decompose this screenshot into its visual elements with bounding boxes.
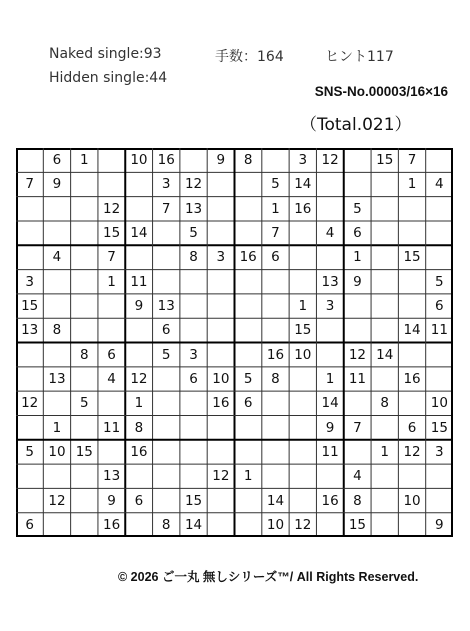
sudoku-cell[interactable] — [125, 513, 152, 537]
sudoku-cell[interactable]: 9 — [435, 516, 444, 533]
sudoku-cell[interactable]: 12 — [103, 200, 121, 217]
sudoku-cell[interactable] — [43, 464, 70, 488]
sudoku-cell[interactable]: 15 — [403, 249, 421, 266]
sudoku-cell[interactable]: 16 — [321, 492, 339, 509]
sudoku-cell[interactable] — [71, 245, 98, 269]
sudoku-cell[interactable]: 14 — [376, 346, 394, 363]
sudoku-cell[interactable]: 6 — [271, 249, 280, 266]
sudoku-cell[interactable] — [153, 367, 180, 391]
sudoku-cell[interactable]: 9 — [134, 298, 144, 315]
sudoku-cell[interactable] — [316, 245, 343, 269]
sudoku-cell[interactable]: 7 — [107, 249, 116, 266]
sudoku-cell[interactable] — [316, 464, 343, 488]
sudoku-cell[interactable] — [16, 197, 43, 221]
sudoku-cell[interactable]: 3 — [298, 152, 308, 169]
sudoku-cell[interactable] — [153, 221, 180, 245]
sudoku-cell[interactable] — [98, 440, 125, 464]
sudoku-cell[interactable] — [426, 221, 453, 245]
sudoku-cell[interactable]: 9 — [353, 273, 362, 290]
sudoku-cell[interactable]: 8 — [353, 492, 362, 509]
sudoku-cell[interactable]: 16 — [403, 370, 421, 387]
sudoku-cell[interactable]: 14 — [294, 176, 312, 193]
sudoku-cell[interactable] — [398, 391, 425, 415]
sudoku-cell[interactable]: 15 — [376, 152, 394, 169]
sudoku-cell[interactable] — [16, 245, 43, 269]
sudoku-cell[interactable] — [207, 294, 234, 318]
sudoku-cell[interactable]: 7 — [271, 225, 280, 242]
sudoku-cell[interactable] — [98, 294, 125, 318]
sudoku-cell[interactable]: 5 — [189, 225, 198, 242]
sudoku-cell[interactable]: 16 — [130, 443, 148, 460]
sudoku-cell[interactable] — [371, 221, 398, 245]
sudoku-cell[interactable]: 14 — [403, 322, 421, 339]
sudoku-cell[interactable]: 8 — [243, 152, 253, 169]
sudoku-cell[interactable] — [289, 221, 316, 245]
sudoku-cell[interactable] — [71, 172, 98, 196]
sudoku-cell[interactable] — [426, 488, 453, 512]
sudoku-cell[interactable] — [98, 391, 125, 415]
sudoku-cell[interactable]: 9 — [107, 492, 116, 509]
sudoku-cell[interactable]: 6 — [243, 395, 253, 412]
sudoku-cell[interactable] — [16, 343, 43, 367]
sudoku-cell[interactable] — [125, 245, 152, 269]
sudoku-cell[interactable] — [426, 343, 453, 367]
sudoku-cell[interactable] — [262, 294, 289, 318]
sudoku-cell[interactable] — [207, 221, 234, 245]
sudoku-cell[interactable] — [153, 488, 180, 512]
sudoku-cell[interactable] — [316, 513, 343, 537]
sudoku-cell[interactable]: 16 — [103, 516, 121, 533]
sudoku-cell[interactable] — [180, 391, 207, 415]
sudoku-cell[interactable] — [344, 172, 371, 196]
sudoku-cell[interactable]: 10 — [294, 346, 312, 363]
sudoku-cell[interactable]: 12 — [21, 395, 39, 412]
sudoku-cell[interactable]: 7 — [407, 152, 417, 169]
sudoku-cell[interactable] — [262, 464, 289, 488]
sudoku-cell[interactable] — [289, 270, 316, 294]
sudoku-cell[interactable] — [398, 513, 425, 537]
sudoku-cell[interactable]: 14 — [321, 395, 339, 412]
sudoku-cell[interactable]: 10 — [48, 443, 66, 460]
puzzle-number: SNS-No.00003/16×16 — [314, 84, 448, 99]
sudoku-cell[interactable] — [371, 318, 398, 342]
sudoku-cell[interactable] — [16, 415, 43, 439]
sudoku-cell[interactable]: 6 — [107, 346, 116, 363]
sudoku-cell[interactable]: 8 — [134, 419, 144, 436]
sudoku-cell[interactable]: 9 — [52, 176, 62, 193]
sudoku-cell[interactable]: 11 — [348, 370, 366, 387]
sudoku-cell[interactable] — [43, 197, 70, 221]
sudoku-cell[interactable]: 15 — [348, 516, 366, 533]
sudoku-cell[interactable]: 5 — [435, 273, 444, 290]
sudoku-cell[interactable] — [344, 148, 371, 172]
sudoku-cell[interactable]: 13 — [321, 273, 339, 290]
sudoku-cell[interactable]: 12 — [48, 492, 66, 509]
sudoku-cell[interactable] — [262, 440, 289, 464]
sudoku-cell[interactable]: 8 — [79, 346, 89, 363]
sudoku-cell[interactable] — [235, 197, 262, 221]
sudoku-cell[interactable]: 5 — [271, 176, 280, 193]
sudoku-cell[interactable] — [262, 148, 289, 172]
sudoku-cell[interactable] — [207, 270, 234, 294]
sudoku-cell[interactable]: 13 — [157, 298, 175, 315]
sudoku-cell[interactable] — [180, 270, 207, 294]
sudoku-cell[interactable] — [125, 318, 152, 342]
sudoku-cell[interactable] — [16, 221, 43, 245]
sudoku-cell[interactable] — [289, 440, 316, 464]
sudoku-cell[interactable] — [153, 464, 180, 488]
sudoku-cell[interactable] — [71, 513, 98, 537]
sudoku-cell[interactable]: 4 — [107, 370, 116, 387]
sudoku-cell[interactable] — [262, 270, 289, 294]
sudoku-cell[interactable] — [125, 343, 152, 367]
sudoku-cell[interactable]: 7 — [353, 419, 362, 436]
sudoku-cell[interactable] — [398, 464, 425, 488]
sudoku-cell[interactable] — [289, 415, 316, 439]
sudoku-cell[interactable]: 3 — [25, 273, 34, 290]
sudoku-cell[interactable] — [262, 318, 289, 342]
sudoku-cell[interactable] — [180, 148, 207, 172]
sudoku-cell[interactable]: 8 — [380, 395, 390, 412]
sudoku-cell[interactable]: 6 — [353, 225, 362, 242]
sudoku-cell[interactable] — [71, 415, 98, 439]
sudoku-cell[interactable] — [398, 221, 425, 245]
sudoku-cell[interactable]: 8 — [161, 516, 171, 533]
sudoku-cell[interactable] — [153, 440, 180, 464]
sudoku-cell[interactable] — [289, 488, 316, 512]
puzzle-total: （Total.021） — [300, 115, 412, 135]
sudoku-cell[interactable]: 11 — [130, 273, 148, 290]
sudoku-cell[interactable]: 12 — [130, 370, 148, 387]
sudoku-cell[interactable] — [207, 318, 234, 342]
sudoku-cell[interactable] — [180, 464, 207, 488]
sudoku-cell[interactable]: 3 — [216, 249, 226, 266]
sudoku-cell[interactable] — [235, 488, 262, 512]
sudoku-cell[interactable] — [71, 464, 98, 488]
sudoku-cell[interactable] — [125, 172, 152, 196]
sudoku-cell[interactable] — [371, 270, 398, 294]
sudoku-cell[interactable] — [71, 270, 98, 294]
sudoku-cell[interactable] — [371, 294, 398, 318]
sudoku-cell[interactable]: 5 — [161, 346, 171, 363]
sudoku-cell[interactable] — [71, 294, 98, 318]
sudoku-cell[interactable] — [125, 464, 152, 488]
sudoku-cell[interactable] — [98, 172, 125, 196]
sudoku-cell[interactable] — [16, 148, 43, 172]
sudoku-cell[interactable] — [16, 367, 43, 391]
sudoku-cell[interactable] — [316, 172, 343, 196]
sudoku-cell[interactable]: 6 — [134, 492, 144, 509]
sudoku-cell[interactable]: 13 — [48, 370, 66, 387]
sudoku-cell[interactable] — [153, 270, 180, 294]
sudoku-cell[interactable]: 14 — [184, 516, 203, 533]
sudoku-cell[interactable] — [344, 391, 371, 415]
sudoku-cell[interactable] — [289, 391, 316, 415]
sudoku-cell[interactable] — [371, 197, 398, 221]
sudoku-cell[interactable]: 8 — [189, 249, 198, 266]
sudoku-cell[interactable] — [43, 294, 70, 318]
sudoku-cell[interactable]: 7 — [161, 200, 171, 217]
sudoku-cell[interactable]: 15 — [75, 443, 93, 460]
sudoku-cell[interactable]: 1 — [243, 468, 253, 485]
sudoku-cell[interactable] — [207, 513, 234, 537]
sudoku-cell[interactable]: 12 — [321, 152, 339, 169]
sudoku-cell[interactable] — [98, 318, 125, 342]
sudoku-cell[interactable]: 10 — [130, 152, 148, 169]
sudoku-cell[interactable]: 6 — [25, 516, 34, 533]
sudoku-cell[interactable]: 4 — [435, 176, 444, 193]
sudoku-cell[interactable]: 15 — [294, 322, 312, 339]
sudoku-cell[interactable]: 1 — [325, 370, 335, 387]
sudoku-cell[interactable]: 3 — [435, 443, 444, 460]
sudoku-cell[interactable] — [426, 148, 453, 172]
sudoku-cell[interactable] — [16, 464, 43, 488]
sudoku-cell[interactable] — [71, 318, 98, 342]
sudoku-cell[interactable]: 5 — [25, 443, 34, 460]
sudoku-cell[interactable] — [344, 294, 371, 318]
sudoku-cell[interactable]: 15 — [21, 298, 39, 315]
sudoku-cell[interactable] — [153, 245, 180, 269]
sudoku-cell[interactable]: 1 — [380, 443, 390, 460]
sudoku-cell[interactable]: 1 — [134, 395, 144, 412]
sudoku-cell[interactable]: 10 — [403, 492, 421, 509]
sudoku-cell[interactable] — [371, 367, 398, 391]
sudoku-cell[interactable]: 6 — [161, 322, 171, 339]
sudoku-cell[interactable]: 1 — [407, 176, 417, 193]
sudoku-cell[interactable]: 12 — [403, 443, 421, 460]
sudoku-cell[interactable] — [426, 367, 453, 391]
sudoku-cell[interactable]: 1 — [271, 200, 280, 217]
sudoku-cell[interactable]: 6 — [52, 152, 62, 169]
sudoku-cell[interactable] — [262, 415, 289, 439]
sudoku-cell[interactable] — [153, 415, 180, 439]
sudoku-cell[interactable]: 15 — [103, 225, 121, 242]
sudoku-cell[interactable] — [398, 197, 425, 221]
sudoku-cell[interactable] — [426, 464, 453, 488]
sudoku-cell[interactable]: 1 — [298, 298, 308, 315]
sudoku-cell[interactable]: 6 — [407, 419, 417, 436]
sudoku-cell[interactable] — [207, 172, 234, 196]
sudoku-cell[interactable] — [207, 440, 234, 464]
sudoku-cell[interactable] — [235, 270, 262, 294]
sudoku-cell[interactable] — [180, 318, 207, 342]
sudoku-cell[interactable] — [207, 415, 234, 439]
sudoku-cell[interactable] — [43, 513, 70, 537]
sudoku-cell[interactable]: 5 — [79, 395, 89, 412]
sudoku-cell[interactable] — [371, 415, 398, 439]
sudoku-cell[interactable]: 4 — [353, 468, 362, 485]
sudoku-cell[interactable] — [289, 464, 316, 488]
sudoku-cell[interactable]: 1 — [107, 273, 116, 290]
sudoku-cell[interactable] — [98, 148, 125, 172]
sudoku-cell[interactable]: 5 — [353, 200, 362, 217]
sudoku-cell[interactable] — [235, 415, 262, 439]
sudoku-cell[interactable]: 13 — [21, 322, 39, 339]
sudoku-cell[interactable]: 1 — [353, 249, 362, 266]
sudoku-cell[interactable]: 6 — [435, 298, 444, 315]
sudoku-cell[interactable]: 6 — [189, 370, 198, 387]
sudoku-cell[interactable]: 11 — [103, 419, 121, 436]
sudoku-cell[interactable] — [235, 513, 262, 537]
sudoku-cell[interactable] — [43, 343, 70, 367]
sudoku-cell[interactable]: 3 — [161, 176, 171, 193]
sudoku-cell[interactable] — [207, 197, 234, 221]
sudoku-cell[interactable]: 12 — [294, 516, 312, 533]
move-count: 手数：164 — [215, 49, 284, 65]
sudoku-cell[interactable] — [289, 245, 316, 269]
sudoku-cell[interactable]: 5 — [243, 370, 253, 387]
sudoku-cell[interactable] — [207, 488, 234, 512]
sudoku-cell[interactable] — [235, 172, 262, 196]
sudoku-cell[interactable] — [180, 440, 207, 464]
sudoku-cell[interactable]: 8 — [52, 322, 62, 339]
sudoku-cell[interactable] — [398, 270, 425, 294]
sudoku-cell[interactable] — [426, 245, 453, 269]
sudoku-cell[interactable]: 9 — [216, 152, 226, 169]
sudoku-cell[interactable]: 16 — [266, 346, 285, 363]
sudoku-cell[interactable] — [398, 294, 425, 318]
sudoku-cell[interactable]: 10 — [430, 395, 448, 412]
sudoku-cell[interactable] — [316, 343, 343, 367]
sudoku-cell[interactable]: 14 — [266, 492, 285, 509]
sudoku-cell[interactable]: 10 — [212, 370, 230, 387]
sudoku-cell[interactable] — [235, 440, 262, 464]
sudoku-cell[interactable] — [371, 488, 398, 512]
sudoku-cell[interactable]: 3 — [189, 346, 198, 363]
sudoku-cell[interactable] — [371, 172, 398, 196]
sudoku-cell[interactable]: 8 — [271, 370, 280, 387]
sudoku-cell[interactable] — [289, 367, 316, 391]
sudoku-cell[interactable]: 13 — [184, 200, 203, 217]
sudoku-cell[interactable]: 11 — [321, 443, 339, 460]
sudoku-cell[interactable]: 14 — [130, 225, 148, 242]
sudoku-cell[interactable] — [235, 343, 262, 367]
sudoku-grid — [16, 148, 453, 537]
sudoku-cell[interactable]: 15 — [184, 492, 203, 509]
sudoku-cell[interactable]: 12 — [184, 176, 203, 193]
sudoku-cell[interactable] — [153, 391, 180, 415]
sudoku-cell[interactable]: 13 — [103, 468, 121, 485]
sudoku-cell[interactable] — [43, 221, 70, 245]
sudoku-cell[interactable] — [344, 318, 371, 342]
sudoku-cell[interactable]: 12 — [212, 468, 230, 485]
sudoku-cell[interactable] — [235, 318, 262, 342]
sudoku-cell[interactable] — [71, 367, 98, 391]
sudoku-cell[interactable] — [180, 415, 207, 439]
sudoku-cell[interactable] — [344, 440, 371, 464]
sudoku-cell[interactable] — [371, 464, 398, 488]
hint-count: ヒント117 — [325, 49, 394, 65]
sudoku-cell[interactable]: 11 — [430, 322, 448, 339]
sudoku-cell[interactable] — [180, 294, 207, 318]
sudoku-cell[interactable]: 7 — [25, 176, 34, 193]
sudoku-cell[interactable] — [262, 391, 289, 415]
sudoku-cell[interactable] — [316, 197, 343, 221]
sudoku-cell[interactable] — [125, 197, 152, 221]
sudoku-cell[interactable]: 15 — [430, 419, 448, 436]
sudoku-cell[interactable]: 3 — [325, 298, 335, 315]
sudoku-cell[interactable] — [71, 221, 98, 245]
sudoku-cell[interactable]: 1 — [79, 152, 89, 169]
sudoku-cell[interactable] — [207, 343, 234, 367]
sudoku-cell[interactable] — [426, 197, 453, 221]
sudoku-cell[interactable] — [43, 270, 70, 294]
sudoku-cell[interactable]: 16 — [212, 395, 230, 412]
sudoku-cell[interactable] — [371, 513, 398, 537]
sudoku-cell[interactable] — [16, 488, 43, 512]
hidden-single-count: Hidden single:44 — [49, 70, 168, 86]
naked-single-count: Naked single:93 — [49, 46, 162, 62]
sudoku-cell[interactable] — [316, 318, 343, 342]
sudoku-cell[interactable]: 4 — [52, 249, 62, 266]
sudoku-cell[interactable] — [43, 391, 70, 415]
sudoku-cell[interactable]: 16 — [239, 249, 257, 266]
sudoku-cell[interactable]: 10 — [266, 516, 285, 533]
sudoku-cell[interactable]: 12 — [348, 346, 366, 363]
sudoku-cell[interactable]: 16 — [294, 200, 312, 217]
sudoku-cell[interactable] — [371, 245, 398, 269]
sudoku-cell[interactable]: 1 — [52, 419, 62, 436]
sudoku-cell[interactable]: 4 — [325, 225, 335, 242]
sudoku-cell[interactable] — [398, 343, 425, 367]
copyright-notice: © 2026 ご一丸 無しシリーズ™/ All Rights Reserved. — [118, 570, 419, 584]
sudoku-cell[interactable]: 16 — [157, 152, 175, 169]
sudoku-cell[interactable] — [235, 294, 262, 318]
sudoku-cell[interactable] — [235, 221, 262, 245]
sudoku-cell[interactable] — [71, 197, 98, 221]
sudoku-cell[interactable]: 9 — [325, 419, 335, 436]
sudoku-cell[interactable] — [71, 488, 98, 512]
